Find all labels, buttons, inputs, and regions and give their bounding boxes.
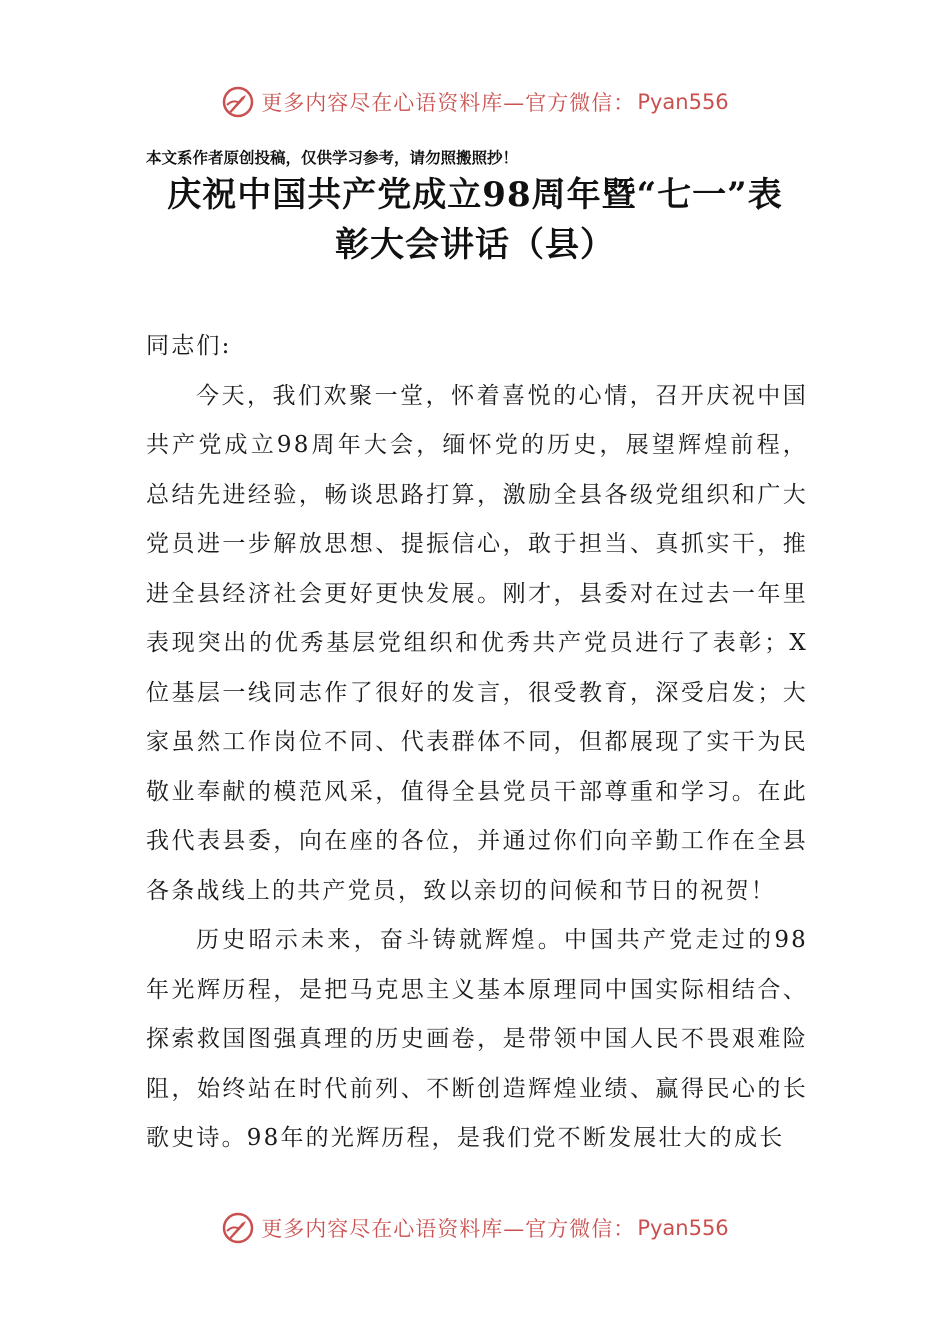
body-paragraph-2: 历史昭示未来，奋斗铸就辉煌。中国共产党走过的98年光辉历程，是把马克思主义基本原理同中国实际相结合、探索救国图强真理的历史画卷，是带领中国人民不畏艰难险阻，始终站在时代前列、不断创造辉煌业绩、赢得民心的长歌史诗。98年的光辉历程，是我们党不断发展壮大的成长 <box>146 927 808 1151</box>
body-paragraph-1: 今天，我们欢聚一堂，怀着喜悦的心情，召开庆祝中国共产党成立98周年大会，缅怀党的历史，展望辉煌前程，总结先进经验，畅谈思路打算，激励全县各级党组织和广大党员进一步解放思想、提振信心，敢于担当、真抓实干，推进全县经济社会更好更快发展。刚才，县委对在过去一年里表现突出的优秀基层党组织和优秀共产党员进行了表彰；X位基层一线同志作了很好的发言，很受教育，深受启发；大家虽然工作岗位不同、代表群体不同，但都展现了实干为民敬业奉献的模范风采，值得全县党员干部尊重和学习。在此我代表县委，向在座的各位，并通过你们向辛勤工作在全县各条战线上的共产党员，致以亲切的问候和节日的祝贺！ <box>146 382 808 904</box>
title-line-1: 庆祝中国共产党成立98周年暨“七一”表 <box>167 175 783 215</box>
watermark-banner-top <box>0 82 950 122</box>
watermark-text: 更多内容尽在心语资料库—官方微信： <box>261 1217 636 1241</box>
watermark-handle: Pyan556 <box>637 90 729 114</box>
document-body <box>146 322 808 1164</box>
pen-nib-icon <box>221 85 255 119</box>
title-line-2: 彰大会讲话（县） <box>335 225 615 265</box>
watermark-text: 更多内容尽在心语资料库—官方微信： <box>261 91 636 115</box>
document-title <box>120 170 830 270</box>
copyright-notice: 本文系作者原创投稿，仅供学习参考，请勿照搬照抄！ <box>146 148 519 167</box>
greeting: 同志们: <box>146 333 232 359</box>
pen-nib-icon <box>221 1211 255 1245</box>
watermark-handle: Pyan556 <box>637 1216 729 1240</box>
watermark-banner-bottom <box>0 1208 950 1248</box>
